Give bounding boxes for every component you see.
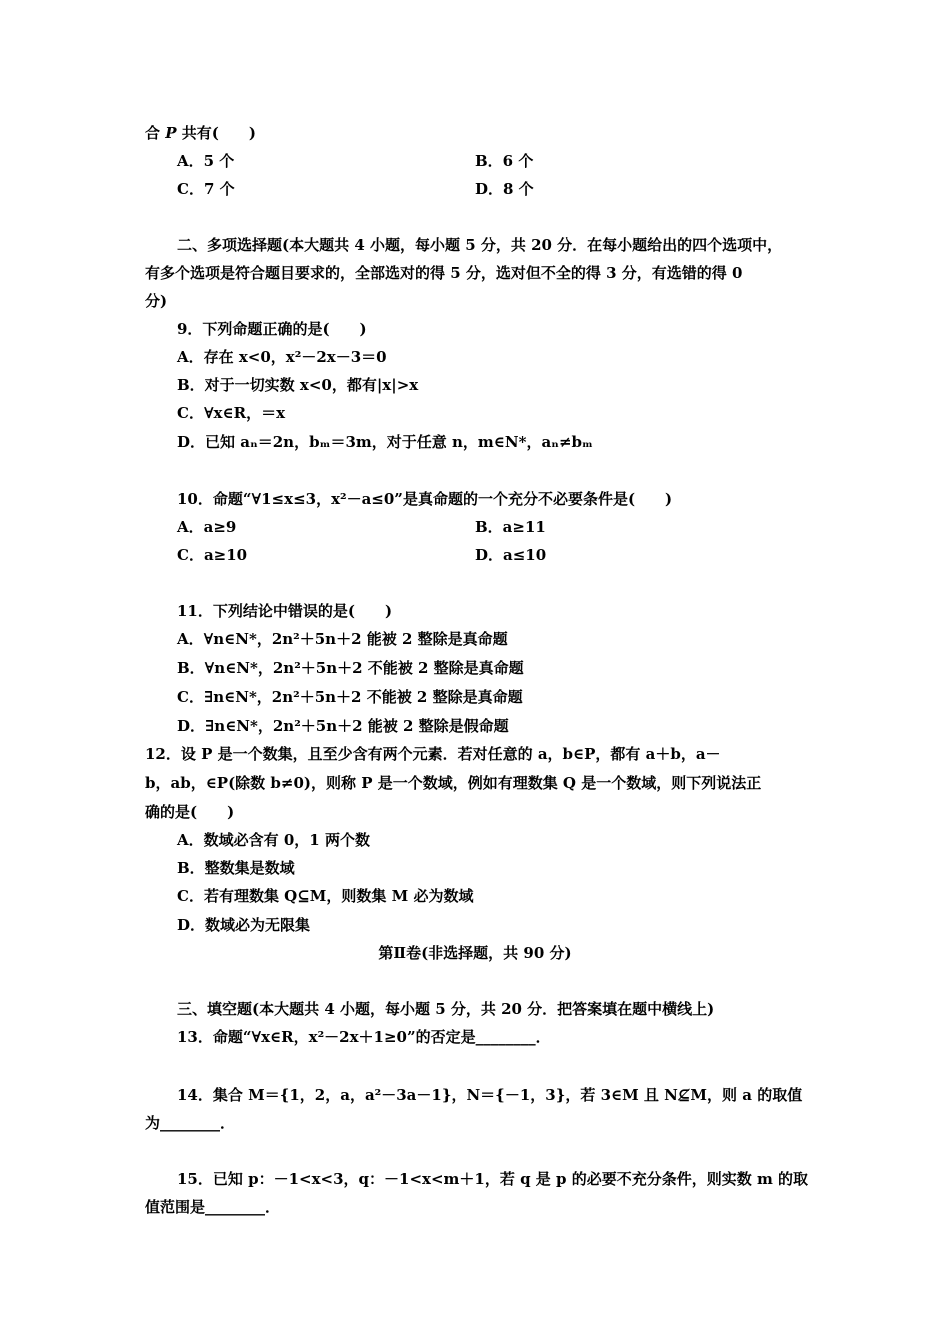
q14-stem-line2: 为________．: [145, 1114, 236, 1132]
q8-option-c: C．7 个: [177, 180, 235, 198]
q10-option-d: D．a≤10: [475, 546, 547, 564]
section2-header-line1: 二、多项选择题(本大题共 4 小题，每小题 5 分，共 20 分．在每小题给出的四个选项中，: [177, 236, 783, 254]
q10-option-b: B．a≥11: [475, 518, 546, 536]
q15-stem-line1: 15．已知 p：－1<x<3，q：－1<x<m＋1，若 q 是 p 的必要不充分条件，则实数 m 的取: [177, 1170, 809, 1188]
q12-stem-line3: 确的是( ): [145, 803, 235, 821]
q9-option-c: C．∀x∈R，＝x: [177, 404, 286, 422]
q8-option-b: B．6 个: [475, 152, 534, 170]
q13-stem: 13．命题“∀x∈R，x²－2x＋1≥0”的否定是________．: [177, 1028, 551, 1046]
section2-header-line2: 有多个选项是符合题目要求的，全部选对的得 5 分，选对但不全的得 3 分，有选错的得 0: [145, 264, 743, 282]
q12-stem-line1: 12．设 P 是一个数集，且至少含有两个元素．若对任意的 a，b∈P，都有 a＋b，a－: [145, 745, 721, 763]
q11-option-c: C．∃n∈N*，2n²＋5n＋2 不能被 2 整除是真命题: [177, 688, 523, 706]
q12-option-a: A．数域必含有 0，1 两个数: [177, 831, 370, 849]
section3-header: 三、填空题(本大题共 4 小题，每小题 5 分，共 20 分．把答案填在题中横线上): [177, 1000, 715, 1018]
q11-option-a: A．∀n∈N*，2n²＋5n＋2 能被 2 整除是真命题: [177, 630, 508, 648]
q15-stem-line2: 值范围是________．: [145, 1198, 281, 1216]
q8-option-a: A．5 个: [177, 152, 235, 170]
q9-option-b: B．对于一切实数 x<0，都有|x|>x: [177, 376, 419, 394]
q14-stem-line1: 14．集合 M＝{1，2，a，a²－3a－1}，N＝{－1，3}，若 3∈M 且 N⊈M，则 a 的取值: [177, 1086, 803, 1104]
q11-option-b: B．∀n∈N*，2n²＋5n＋2 不能被 2 整除是真命题: [177, 659, 524, 677]
q8-stem-tail: 合 P 共有( ): [145, 124, 256, 142]
section2-header-line3: 分): [145, 292, 168, 310]
q10-option-c: C．a≥10: [177, 546, 248, 564]
q9-option-d: D．已知 aₙ＝2n，bₘ＝3m，对于任意 n，m∈N*，aₙ≠bₘ: [177, 433, 593, 451]
q11-option-d: D．∃n∈N*，2n²＋5n＋2 能被 2 整除是假命题: [177, 717, 509, 735]
q10-stem: 10．命题“∀1≤x≤3，x²－a≤0”是真命题的一个充分不必要条件是( ): [177, 490, 673, 508]
q12-option-d: D．数域必为无限集: [177, 916, 311, 934]
q9-option-a: A．存在 x<0，x²－2x－3＝0: [177, 348, 387, 366]
q10-option-a: A．a≥9: [177, 518, 237, 536]
q8-option-d: D．8 个: [475, 180, 534, 198]
q12-option-b: B．整数集是数域: [177, 859, 295, 877]
q9-stem: 9．下列命题正确的是( ): [177, 320, 367, 338]
q12-option-c: C．若有理数集 Q⊆M，则数集 M 必为数域: [177, 887, 474, 905]
q11-stem: 11．下列结论中错误的是( ): [177, 602, 393, 620]
q12-stem-line2: b，ab，∈P(除数 b≠0)，则称 P 是一个数域，例如有理数集 Q 是一个数域，则下列说法正: [145, 774, 762, 792]
part2-title: 第Ⅱ卷(非选择题，共 90 分): [378, 944, 572, 962]
